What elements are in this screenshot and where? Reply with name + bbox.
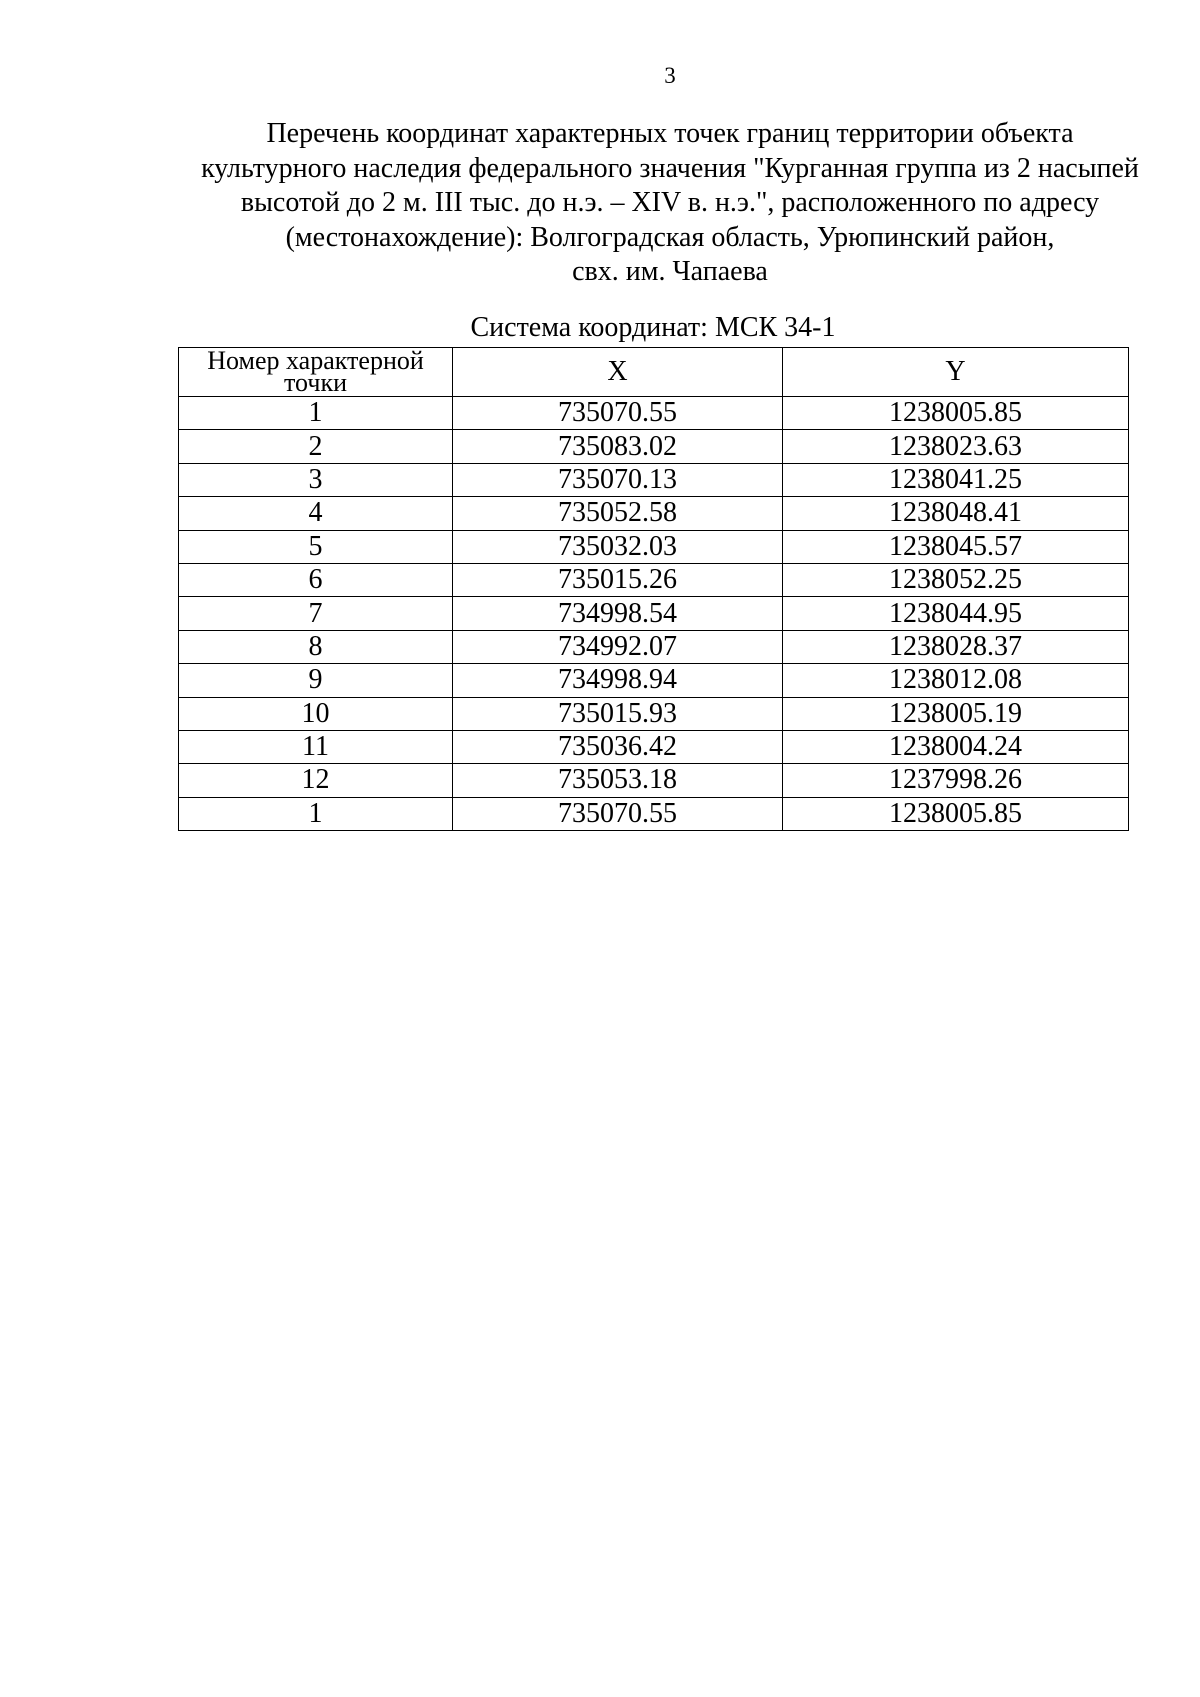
table-row xyxy=(179,664,1129,697)
coordinate-system-caption: Система координат: МСК 34-1 xyxy=(470,312,836,343)
title-line: высотой до 2 м. III тыс. до н.э. – XIV в. н.э.", расположенного по адресу xyxy=(240,187,1100,218)
title-line: (местонахождение): Волгоградская область, Урюпинский район, xyxy=(285,221,1055,253)
cell-y: 1238048.41 xyxy=(783,497,1129,530)
cell-y: 1238028.37 xyxy=(783,630,1129,663)
table-row xyxy=(179,397,1129,430)
table-row xyxy=(179,530,1129,563)
cell-point: 12 xyxy=(179,764,453,797)
cell-y: 1237998.26 xyxy=(783,764,1129,797)
cell-point: 2 xyxy=(179,430,453,463)
coordinates-table xyxy=(178,347,1129,831)
table-row xyxy=(179,563,1129,596)
cell-x: 734992.07 xyxy=(453,630,783,663)
table-row xyxy=(179,697,1129,730)
cell-point: 10 xyxy=(179,697,453,730)
cell-x: 735032.03 xyxy=(453,530,783,563)
cell-point: 6 xyxy=(179,563,453,596)
table-row xyxy=(179,630,1129,663)
title-line: Перечень координат характерных точек границ территории объекта xyxy=(266,118,1074,149)
cell-point: 5 xyxy=(179,530,453,563)
table-row xyxy=(179,597,1129,630)
title-line: свх. им. Чапаева xyxy=(572,256,768,287)
table-row xyxy=(179,730,1129,763)
title-line: культурного наследия федерального значения "Курганная группа из 2 насыпей xyxy=(201,152,1139,184)
cell-y: 1238052.25 xyxy=(783,563,1129,596)
cell-point: 4 xyxy=(179,497,453,530)
table-row xyxy=(179,764,1129,797)
table-row xyxy=(179,430,1129,463)
header-x: X xyxy=(453,348,783,397)
table-row xyxy=(179,497,1129,530)
cell-x: 735015.93 xyxy=(453,697,783,730)
cell-point: 3 xyxy=(179,463,453,496)
cell-y: 1238004.24 xyxy=(783,730,1129,763)
cell-x: 735053.18 xyxy=(453,764,783,797)
cell-x: 735083.02 xyxy=(453,430,783,463)
cell-point: 7 xyxy=(179,597,453,630)
cell-y: 1238045.57 xyxy=(783,530,1129,563)
table-row xyxy=(179,797,1129,830)
page-number: 3 xyxy=(664,63,676,88)
document-title xyxy=(150,117,1190,290)
cell-point: 1 xyxy=(179,397,453,430)
cell-x: 734998.54 xyxy=(453,597,783,630)
cell-y: 1238005.19 xyxy=(783,697,1129,730)
cell-y: 1238041.25 xyxy=(783,463,1129,496)
cell-point: 1 xyxy=(179,797,453,830)
header-point-number: Номер характерной точки xyxy=(179,348,453,397)
table-row xyxy=(179,463,1129,496)
cell-y: 1238005.85 xyxy=(783,797,1129,830)
cell-x: 735036.42 xyxy=(453,730,783,763)
cell-x: 735070.13 xyxy=(453,463,783,496)
table-header-row xyxy=(179,348,1129,397)
cell-x: 735070.55 xyxy=(453,397,783,430)
cell-x: 734998.94 xyxy=(453,664,783,697)
cell-y: 1238012.08 xyxy=(783,664,1129,697)
header-y: Y xyxy=(783,348,1129,397)
cell-x: 735015.26 xyxy=(453,563,783,596)
cell-y: 1238023.63 xyxy=(783,430,1129,463)
cell-point: 11 xyxy=(179,730,453,763)
cell-x: 735052.58 xyxy=(453,497,783,530)
cell-x: 735070.55 xyxy=(453,797,783,830)
cell-point: 8 xyxy=(179,630,453,663)
cell-y: 1238044.95 xyxy=(783,597,1129,630)
cell-y: 1238005.85 xyxy=(783,397,1129,430)
cell-point: 9 xyxy=(179,664,453,697)
